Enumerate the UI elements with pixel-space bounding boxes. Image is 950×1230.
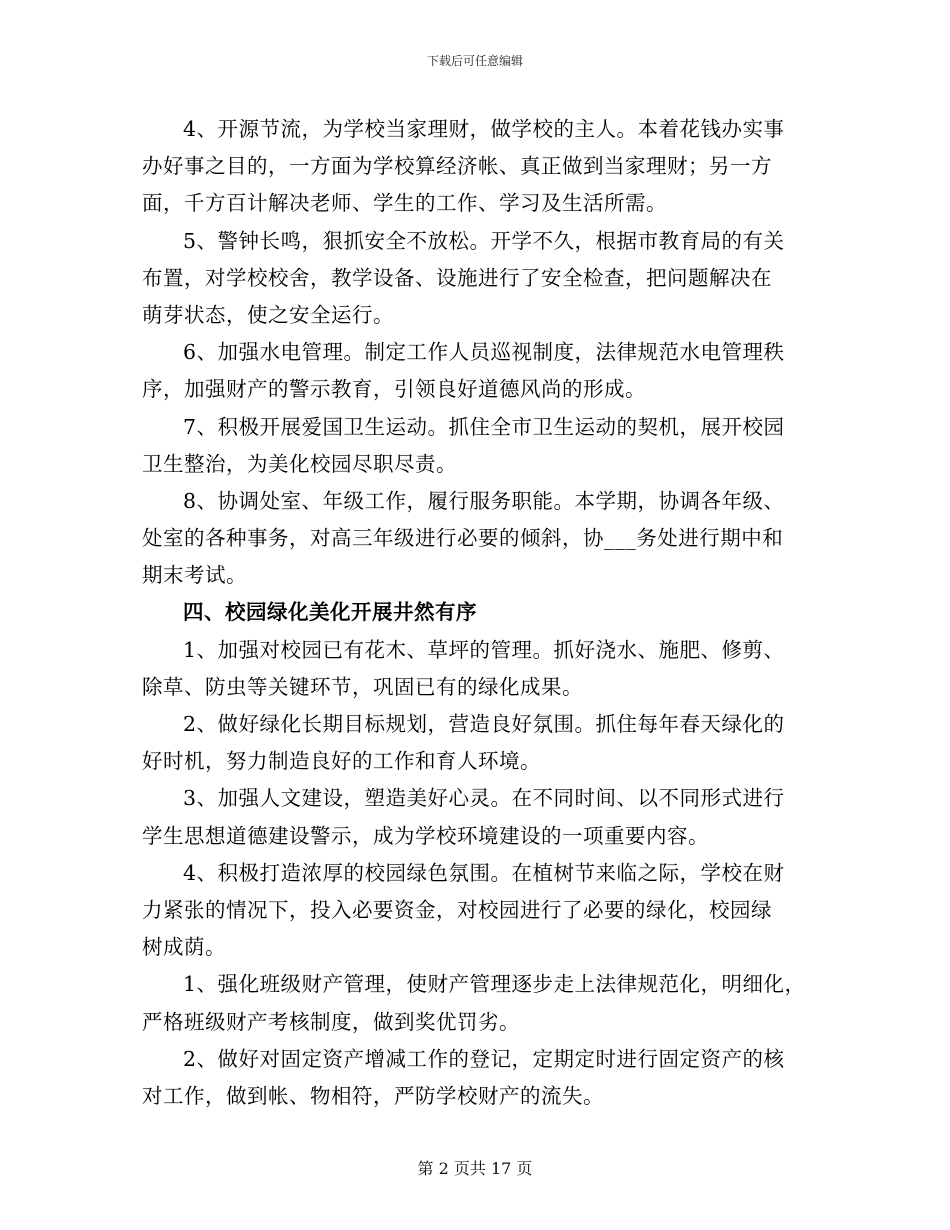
paragraph bbox=[142, 483, 810, 595]
text-line: 办好事之目的，一方面为学校算经济帐、真正做到当家理财；另一方 bbox=[142, 154, 772, 179]
paragraph bbox=[142, 855, 810, 967]
section-heading: 四、校园绿化美化开展井然有序 bbox=[183, 600, 477, 625]
text-line: 3、加强人文建设，塑造美好心灵。在不同时间、以不同形式进行 bbox=[183, 786, 785, 811]
text-line: 1、强化班级财产管理，使财产管理逐步走上法律规范化，明细化， bbox=[183, 972, 806, 997]
paragraph bbox=[142, 780, 810, 854]
text-line: 2、做好对固定资产增减工作的登记，定期定时进行固定资产的核 bbox=[183, 1046, 785, 1071]
text-line: 1、加强对校园已有花木、草坪的管理。抓好浇水、施肥、修剪、 bbox=[183, 637, 785, 662]
page-header: 下载后可任意编辑 bbox=[426, 54, 523, 68]
page-footer: 第 2 页共 17 页 bbox=[417, 1159, 533, 1178]
text-line: 面，千方百计解决老师、学生的工作、学习及生活所需。 bbox=[142, 191, 667, 216]
text-line: 好时机，努力制造良好的工作和育人环境。 bbox=[142, 749, 541, 774]
text-line: 卫生整治，为美化校园尽职尽责。 bbox=[142, 451, 457, 476]
text-line: 4、积极打造浓厚的校园绿色氛围。在植树节来临之际，学校在财 bbox=[183, 860, 785, 885]
document-body bbox=[142, 111, 810, 1115]
text-line: 5、警钟长鸣，狠抓安全不放松。开学不久，根据市教育局的有关 bbox=[183, 228, 785, 253]
paragraph bbox=[142, 409, 810, 483]
text-line: 力紧张的情况下，投入必要资金，对校园进行了必要的绿化，校园绿 bbox=[142, 897, 772, 922]
paragraph bbox=[142, 111, 810, 223]
text-line: 除草、防虫等关键环节，巩固已有的绿化成果。 bbox=[142, 674, 583, 699]
text-line: 8、协调处室、年级工作，履行服务职能。本学期，协调各年级、 bbox=[183, 488, 785, 513]
text-line: 树成荫。 bbox=[142, 935, 226, 960]
paragraph bbox=[142, 334, 810, 408]
paragraph bbox=[142, 632, 810, 706]
text-line: 严格班级财产考核制度，做到奖优罚劣。 bbox=[142, 1009, 520, 1034]
paragraph bbox=[142, 706, 810, 780]
text-line: 布置，对学校校舍，教学设备、设施进行了安全检查，把问题解决在 bbox=[142, 265, 772, 290]
text-line: 期末考试。 bbox=[142, 563, 247, 588]
text-line: 6、加强水电管理。制定工作人员巡视制度，法律规范水电管理秩 bbox=[183, 340, 785, 365]
text-line: 2、做好绿化长期目标规划，营造良好氛围。抓住每年春天绿化的 bbox=[183, 712, 785, 736]
text-line: 4、开源节流，为学校当家理财，做学校的主人。本着花钱办实事 bbox=[183, 117, 785, 141]
text-line: 萌芽状态，使之安全运行。 bbox=[142, 302, 394, 327]
text-line: 7、积极开展爱国卫生运动。抓住全市卫生运动的契机，展开校园 bbox=[183, 414, 785, 439]
text-line: 学生思想道德建设警示，成为学校环境建设的一项重要内容。 bbox=[142, 823, 709, 848]
paragraph bbox=[142, 966, 810, 1040]
text-line: 对工作，做到帐、物相符，严防学校财产的流失。 bbox=[142, 1083, 604, 1108]
text-line: 处室的各种事务，对高三年级进行必要的倾斜，协___务处进行期中和 bbox=[142, 526, 784, 551]
text-line: 序，加强财产的警示教育，引领良好道德风尚的形成。 bbox=[142, 377, 646, 402]
paragraph bbox=[142, 223, 810, 335]
paragraph bbox=[142, 1041, 810, 1115]
